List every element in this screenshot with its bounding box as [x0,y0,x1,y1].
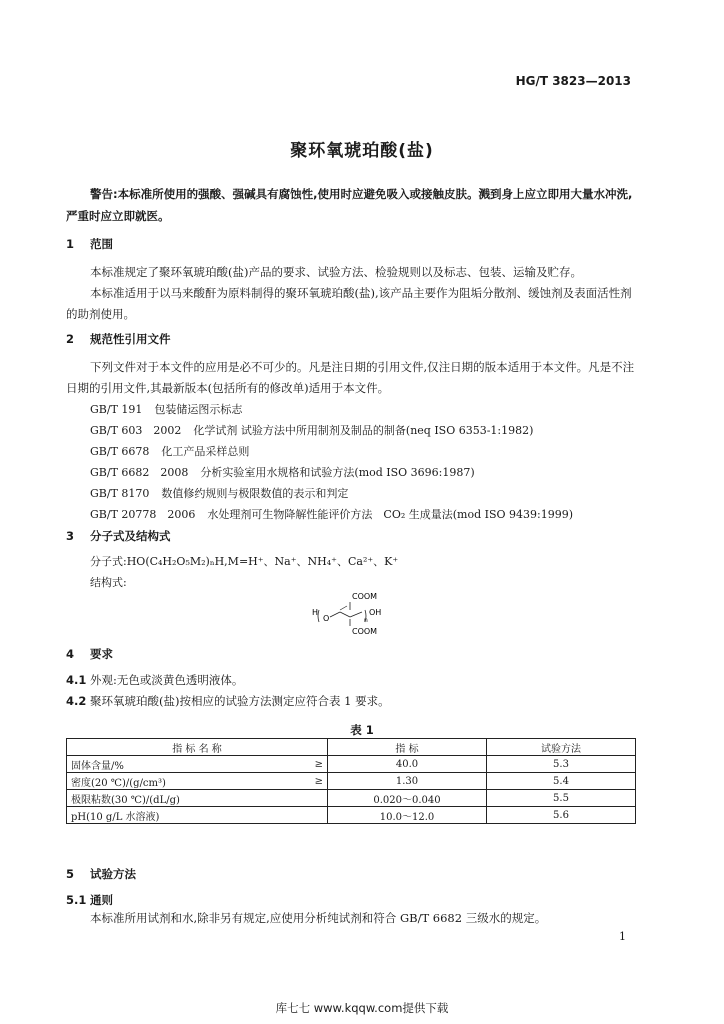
struct-cooh-top: COOM [352,592,378,601]
reference-item: GB/T 191 包装储运图示标志 [90,403,243,416]
row-operator [299,790,328,807]
section-3-heading: 3 分子式及结构式 [66,529,171,543]
requirements-table [66,738,636,824]
requirement-4-1: 4.1 外观:无色或淡黄色透明液体。 [66,673,244,687]
row-value: 40.0 [328,756,487,773]
reference-item: GB/T 8170 数值修约规则与极限数值的表示和判定 [90,487,349,500]
row-method: 5.5 [487,790,636,807]
document-title: 聚环氧琥珀酸(盐) [290,141,434,161]
row-operator: ≥ [299,756,328,773]
table-row [67,773,636,790]
row-name: pH(10 g/L 水溶液) [67,807,300,824]
download-footer: 库七七 www.kqqw.com提供下载 [275,1001,449,1015]
reference-item: GB/T 603 2002 化学试剂 试验方法中所用制剂及制品的制备(neq ISO 6353-1:1982) [90,424,534,437]
struct-oh: OH [369,608,382,617]
row-name: 密度(20 ℃)/(g/cm³) [67,773,300,790]
row-value: 0.020～0.040 [328,790,487,807]
header-test-method: 试验方法 [487,739,636,756]
section-2-heading: 2 规范性引用文件 [66,332,171,346]
row-name: 极限粘数(30 ℃)/(dL/g) [67,790,300,807]
table-row [67,756,636,773]
table-header-row [67,739,636,756]
table-caption: 表 1 [350,723,374,737]
section-5-1-paragraph: 本标准所用试剂和水,除非另有规定,应使用分析纯试剂和符合 GB/T 6682 三级水的规定。 [90,911,547,925]
page-number: 1 [619,930,626,943]
section-1-heading: 1 范围 [66,237,113,251]
header-indicator: 指 标 [328,739,487,756]
table-row [67,790,636,807]
section-2-paragraph: 下列文件对于本文件的应用是必不可少的。凡是注日期的引用文件,仅注日期的版本适用于本文件。凡是不注日期的引用文件,其最新版本(包括所有的修改单)适用于本文件。 [66,360,635,395]
section-1-paragraph-1: 本标准规定了聚环氧琥珀酸(盐)产品的要求、试验方法、检验规则以及标志、包装、运输及贮存。 [90,265,582,279]
warning-paragraph: 警告:本标准所使用的强酸、强碱具有腐蚀性,使用时应避免吸入或接触皮肤。溅到身上应立即用大量水冲洗,严重时应立即就医。 [66,187,633,223]
reference-item: GB/T 20778 2006 水处理剂可生物降解性能评价方法 CO₂ 生成量法(mod ISO 9439:1999) [90,508,574,521]
molecular-formula: 分子式:HO(C₄H₂O₅M₂)ₙH,M=H⁺、Na⁺、NH₄⁺、Ca²⁺、K⁺ [90,555,399,568]
structural-formula-diagram [310,590,390,638]
row-method: 5.3 [487,756,636,773]
row-value: 10.0～12.0 [328,807,487,824]
row-operator [299,807,328,824]
struct-h: H [312,608,319,617]
table-row [67,807,636,824]
requirement-4-2: 4.2 聚环氧琥珀酸(盐)按相应的试验方法测定应符合表 1 要求。 [66,694,390,708]
row-name: 固体含量/% [67,756,300,773]
structural-formula-label: 结构式: [90,576,127,589]
row-method: 5.6 [487,807,636,824]
row-method: 5.4 [487,773,636,790]
section-4-heading: 4 要求 [66,647,113,661]
section-5-1-heading: 5.1 通则 [66,893,113,907]
section-1-paragraph-2: 本标准适用于以马来酸酐为原料制得的聚环氧琥珀酸(盐),该产品主要作为阻垢分散剂、缓蚀剂及表面活性剂的助剂使用。 [66,286,632,321]
struct-cooh-bottom: COOM [352,627,378,636]
reference-item: GB/T 6678 化工产品采样总则 [90,445,250,458]
struct-o: O [323,614,330,623]
row-value: 1.30 [328,773,487,790]
struct-n: n [364,617,368,624]
reference-item: GB/T 6682 2008 分析实验室用水规格和试验方法(mod ISO 3696:1987) [90,466,475,479]
standard-number: HG/T 3823—2013 [515,74,631,88]
row-operator: ≥ [299,773,328,790]
header-indicator-name: 指 标 名 称 [67,739,328,756]
section-5-heading: 5 试验方法 [66,867,136,881]
